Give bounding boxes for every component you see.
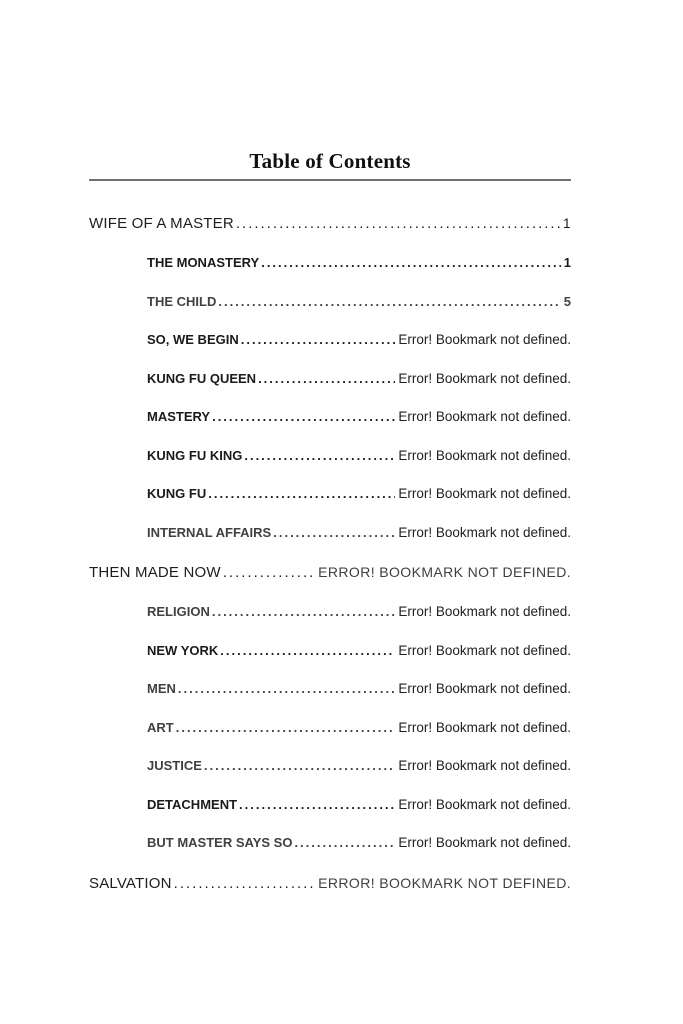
toc-entry-so-we-begin[interactable] bbox=[89, 332, 571, 349]
toc-entry-label: SO, WE BEGIN bbox=[147, 332, 239, 347]
toc-error-ref: Error! Bookmark not defined. bbox=[398, 604, 571, 619]
page-title: Table of Contents bbox=[249, 149, 411, 173]
toc-entry-label: THE CHILD bbox=[147, 293, 217, 309]
dot-leader bbox=[174, 874, 315, 893]
toc-entry-label: KUNG FU bbox=[147, 486, 207, 501]
toc-error-ref: Error! Bookmark not defined. bbox=[398, 758, 571, 773]
toc-error-ref: Error! Bookmark not defined. bbox=[398, 796, 571, 812]
table-of-contents bbox=[89, 214, 571, 893]
toc-page-ref: 1 bbox=[563, 255, 571, 270]
toc-entry-label: KUNG FU KING bbox=[147, 447, 243, 463]
toc-entry-label: MEN bbox=[147, 681, 176, 696]
toc-error-ref: Error! Bookmark not defined. bbox=[398, 409, 571, 424]
toc-entry-art[interactable] bbox=[89, 720, 571, 737]
toc-entry-label: THEN MADE NOW bbox=[89, 564, 221, 581]
dot-leader bbox=[239, 797, 395, 814]
toc-entry-then-made-now[interactable] bbox=[89, 563, 571, 582]
dot-leader bbox=[218, 294, 560, 311]
toc-error-ref: ERROR! BOOKMARK NOT DEFINED. bbox=[318, 874, 571, 891]
toc-entry-label: WIFE OF A MASTER bbox=[89, 215, 234, 232]
toc-error-ref: Error! Bookmark not defined. bbox=[398, 370, 571, 386]
toc-entry-label: JUSTICE bbox=[147, 758, 202, 773]
dot-leader bbox=[223, 563, 315, 582]
dot-leader bbox=[176, 720, 396, 737]
dot-leader bbox=[212, 604, 396, 621]
toc-entry-kung-fu-queen[interactable] bbox=[89, 371, 571, 388]
toc-entry-internal-affairs[interactable] bbox=[89, 525, 571, 542]
toc-entry-label: ART bbox=[147, 719, 174, 735]
toc-entry-but-master-says-so[interactable] bbox=[89, 835, 571, 852]
toc-entry-label: INTERNAL AFFAIRS bbox=[147, 524, 272, 540]
dot-leader bbox=[244, 448, 395, 465]
toc-entry-new-york[interactable] bbox=[89, 643, 571, 660]
toc-entry-kung-fu[interactable] bbox=[89, 486, 571, 503]
dot-leader bbox=[178, 681, 396, 698]
toc-title-block bbox=[89, 149, 571, 181]
dot-leader bbox=[236, 214, 560, 233]
toc-entry-mastery[interactable] bbox=[89, 409, 571, 426]
toc-entry-justice[interactable] bbox=[89, 758, 571, 775]
dot-leader bbox=[258, 371, 395, 388]
toc-entry-label: DETACHMENT bbox=[147, 796, 238, 812]
toc-error-ref: ERROR! BOOKMARK NOT DEFINED. bbox=[318, 564, 571, 580]
toc-entry-the-monastery[interactable] bbox=[89, 255, 571, 272]
toc-entry-kung-fu-king[interactable] bbox=[89, 448, 571, 465]
toc-error-ref: Error! Bookmark not defined. bbox=[398, 332, 571, 347]
toc-page-ref: 5 bbox=[563, 293, 571, 309]
toc-entry-the-child[interactable] bbox=[89, 294, 571, 311]
dot-leader bbox=[220, 643, 395, 660]
dot-leader bbox=[204, 758, 396, 775]
dot-leader bbox=[273, 525, 395, 542]
toc-error-ref: Error! Bookmark not defined. bbox=[398, 719, 571, 735]
dot-leader bbox=[294, 835, 395, 852]
toc-entry-detachment[interactable] bbox=[89, 797, 571, 814]
toc-error-ref: Error! Bookmark not defined. bbox=[398, 642, 571, 658]
dot-leader bbox=[212, 409, 395, 426]
toc-entry-label: THE MONASTERY bbox=[147, 255, 260, 270]
toc-error-ref: Error! Bookmark not defined. bbox=[398, 524, 571, 540]
toc-error-ref: Error! Bookmark not defined. bbox=[398, 486, 571, 501]
toc-page-ref: 1 bbox=[562, 215, 571, 231]
toc-entry-wife-of-a-master[interactable] bbox=[89, 214, 571, 233]
toc-error-ref: Error! Bookmark not defined. bbox=[398, 681, 571, 696]
dot-leader bbox=[241, 332, 396, 349]
dot-leader bbox=[208, 486, 395, 503]
toc-entry-men[interactable] bbox=[89, 681, 571, 698]
toc-entry-label: SALVATION bbox=[89, 874, 172, 892]
toc-entry-label: NEW YORK bbox=[147, 642, 219, 658]
toc-entry-label: MASTERY bbox=[147, 409, 211, 424]
toc-entry-label: BUT MASTER SAYS SO bbox=[147, 835, 293, 850]
toc-entry-salvation[interactable] bbox=[89, 874, 571, 893]
toc-entry-label: KUNG FU QUEEN bbox=[147, 370, 257, 386]
toc-error-ref: Error! Bookmark not defined. bbox=[398, 835, 571, 850]
toc-entry-label: RELIGION bbox=[147, 604, 210, 619]
dot-leader bbox=[261, 255, 561, 272]
toc-error-ref: Error! Bookmark not defined. bbox=[398, 447, 571, 463]
toc-entry-religion[interactable] bbox=[89, 604, 571, 621]
